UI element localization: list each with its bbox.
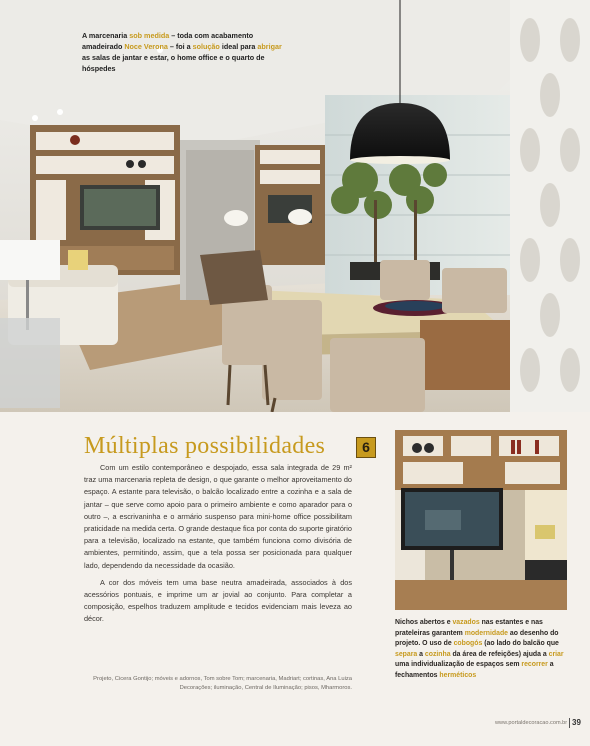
- side-caption-highlight: modernidade: [464, 629, 508, 637]
- side-caption-text: (ao lado do balcão que: [482, 640, 559, 647]
- side-caption-highlight: recorrer: [521, 661, 548, 668]
- side-caption-text: a: [417, 650, 425, 658]
- side-caption-text: nas estantes e nas prateleiras garantem: [395, 619, 543, 637]
- side-caption-highlight: separa: [395, 650, 418, 658]
- number-badge: 6: [356, 437, 376, 458]
- side-caption-highlight: vazados: [452, 619, 480, 626]
- hero-caption-highlight: abrigar: [257, 42, 282, 51]
- side-caption-highlight: cobogós: [453, 640, 483, 647]
- home-office-illustration: [395, 430, 567, 610]
- side-caption-text: uma individualização de espaços sem: [395, 661, 522, 668]
- hero-caption-text: A marcenaria: [82, 31, 130, 40]
- hero-caption-text: ideal para: [219, 42, 258, 51]
- page-number: 39: [572, 718, 581, 727]
- hero-caption-text: – toda com acabamento amadeirado: [82, 31, 254, 51]
- hero-caption-highlight: sob medida: [129, 31, 170, 40]
- credits: Projeto, Cicera Gontijo; móveis e adornos, Tom sobre Tom; marcenaria, Madriart; cortinas, Ana Luiza Decorações; iluminação, Central de Iluminação; pisos, Mharmoros.: [93, 676, 352, 691]
- article-body: [84, 462, 352, 631]
- hero-caption: [82, 30, 282, 74]
- footer-url: www.portaldecoracao.com.br: [495, 720, 568, 726]
- side-caption-text: Nichos abertos e: [395, 619, 453, 626]
- side-caption-text: a fechamentos: [395, 661, 554, 679]
- hero-caption-text: as salas de jantar e estar, o home office e o quarto de hóspedes: [82, 53, 265, 73]
- body-paragraph: Com um estilo contemporâneo e despojado, essa sala integrada de 29 m² traz uma marcenaria repleta de design, o que garante o melhor aproveitamento do espaço. A estante para televisão, o balcão localizado entre a cozinha e a sala de jantar – que serve como apoio para o primeiro ambiente e como aparador para o outro –, a escrivaninha e o armário suspenso para mini-home office possibilitam praticidade na medida certa. O grande destaque fica por conta do suporte giratório para a televisão, localizado na estante, que também funciona como divisória de ambientes, permitindo, assim, que a tela possa ser posicionada para qualquer lado, dependendo da necessidade da ocasião.: [84, 463, 352, 570]
- side-caption: [395, 618, 567, 681]
- hero-caption-highlight: solução: [192, 42, 220, 51]
- side-caption-text: da área de refeições) ajuda a: [450, 650, 549, 658]
- section-title: Múltiplas possibilidades: [84, 433, 326, 459]
- side-caption-highlight: herméticos: [439, 671, 477, 679]
- footer-divider: [569, 718, 570, 728]
- side-photo: [395, 430, 567, 610]
- side-caption-text: ao desenho do projeto. O uso de: [395, 629, 559, 647]
- body-paragraph: A cor dos móveis tem uma base neutra amadeirada, associados à dos acessórios pontuais, e imprime um ar jovial ao conjunto. Para completar a composição, espelhos traduzem amplitude e tecidos evidenciam mais leveza ao décor.: [84, 577, 352, 624]
- side-caption-highlight: cozinha: [424, 650, 451, 658]
- hero-caption-text: – foi a: [167, 42, 193, 51]
- hero-caption-highlight: Noce Verona: [124, 42, 168, 51]
- side-caption-highlight: criar: [548, 650, 564, 658]
